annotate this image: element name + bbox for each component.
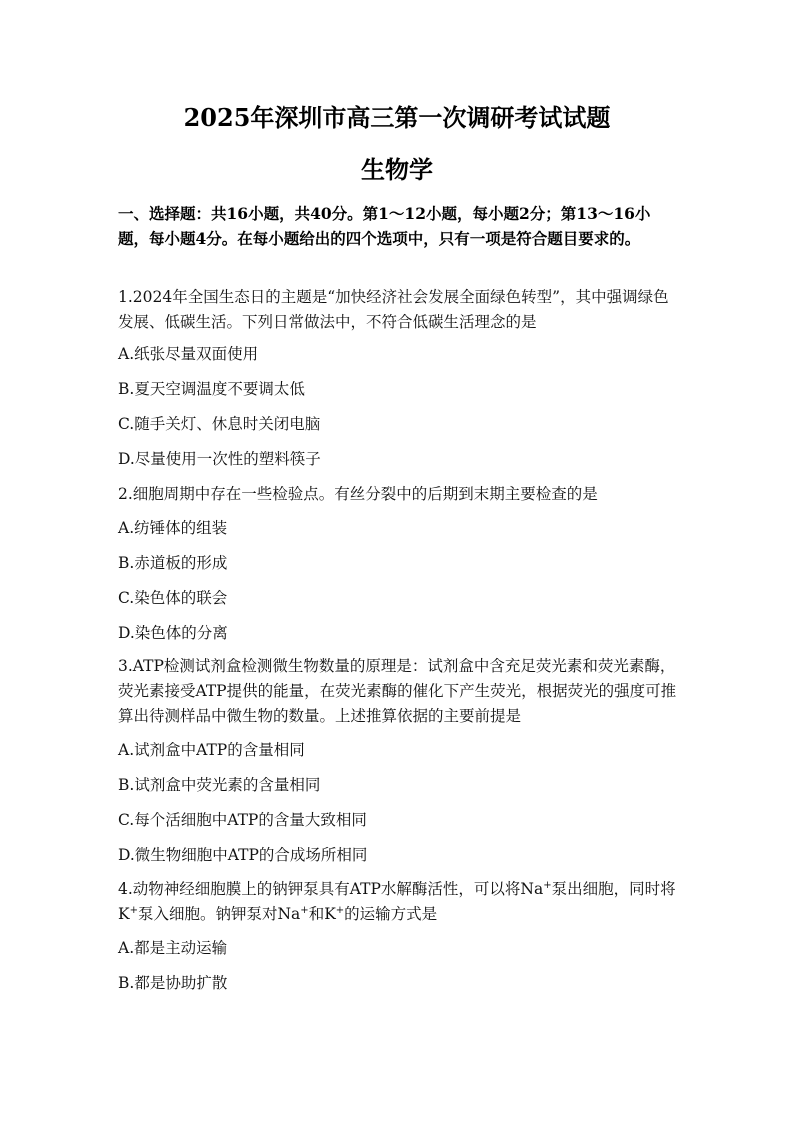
question-2-stem: 2.细胞周期中存在一些检验点。有丝分裂中的后期到末期主要检查的是 (118, 485, 598, 503)
question-4-stem-text-3: 泵入细胞。钠钾泵对Na (137, 905, 301, 923)
question-4-stem (118, 877, 678, 927)
na-ion-charge-2: + (300, 904, 309, 916)
question-3-option-b: B.试剂盒中荧光素的含量相同 (118, 776, 321, 794)
question-1-option-d: D.尽量使用一次性的塑料筷子 (118, 450, 321, 468)
question-1-option-c: C.随手关灯、休息时关闭电脑 (118, 415, 321, 433)
section-instructions: 一、选择题：共16小题，共40分。第1～12小题，每小题2分；第13～16小题，每小题4分。在每小题给出的四个选项中，只有一项是符合题目要求的。 (118, 204, 651, 248)
question-3-stem: 3.ATP检测试剂盒检测微生物数量的原理是：试剂盒中含充足荧光素和荧光素酶，荧光素接受ATP提供的能量，在荧光素酶的催化下产生荧光，根据荧光的强度可推算出待测样品中微生物的数量。上述推算依据的主要前提是 (118, 657, 677, 725)
question-3-option-d: D.微生物细胞中ATP的合成场所相同 (118, 846, 368, 864)
question-2-option-a: A.纺锤体的组装 (118, 519, 228, 537)
question-1-option-b: B.夏天空调温度不要调太低 (118, 380, 305, 398)
question-4-stem-text-5: 的运输方式是 (344, 905, 438, 923)
question-4-option-a: A.都是主动运输 (118, 939, 228, 957)
na-ion-charge: + (543, 879, 552, 891)
k-ion-charge: + (129, 904, 138, 916)
question-1-option-a: A.纸张尽量双面使用 (118, 345, 259, 363)
question-2-option-d: D.染色体的分离 (118, 624, 228, 642)
question-4-stem-text-4: 和K (308, 905, 336, 923)
question-4-stem-text-2: 泵出细胞，同时将K (118, 880, 676, 923)
question-4-stem-text-1: 4.动物神经细胞膜上的钠钾泵具有ATP水解酶活性，可以将Na (118, 880, 544, 898)
question-1-stem: 1.2024年全国生态日的主题是“加快经济社会发展全面绿色转型”，其中强调绿色发展、低碳生活。下列日常做法中，不符合低碳生活理念的是 (118, 288, 669, 331)
question-4-option-b: B.都是协助扩散 (118, 974, 228, 992)
question-3-option-c: C.每个活细胞中ATP的含量大致相同 (118, 811, 367, 829)
subject-title: 生物学 (361, 155, 433, 184)
k-ion-charge-2: + (335, 904, 345, 916)
question-2-option-b: B.赤道板的形成 (118, 554, 228, 572)
question-3-option-a: A.试剂盒中ATP的含量相同 (118, 741, 305, 759)
question-2-option-c: C.染色体的联会 (118, 589, 228, 607)
exam-title: 2025年深圳市高三第一次调研考试试题 (183, 103, 611, 132)
